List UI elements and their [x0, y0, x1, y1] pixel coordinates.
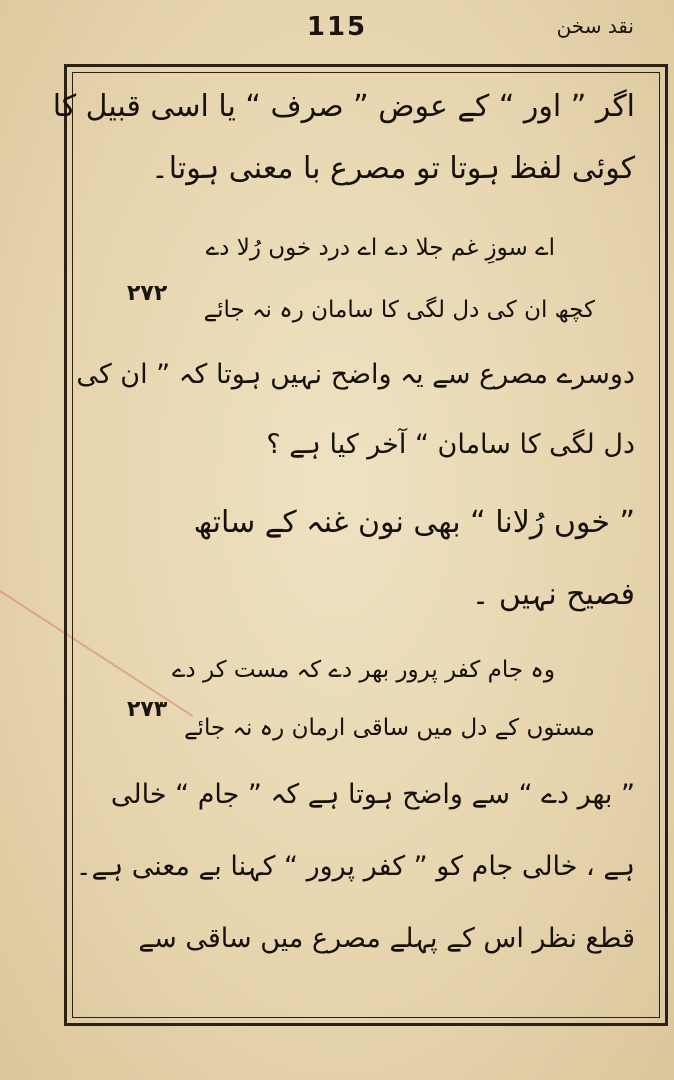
- para1-line1: اگر ” اور “ کے عوض ” صرف “ یا اسی قبیل کا: [52, 89, 635, 124]
- verse2-line1: وہ جام کفر پرور بھر دے کہ مست کر دے: [171, 657, 555, 683]
- para3-line1: ” خوں رُلانا “ بھی نون غنہ کے ساتھ: [193, 505, 635, 540]
- verse2-number: ۲۷۳: [127, 697, 168, 722]
- verse1-line1: اے سوزِ غم جلا دے اے درد خوں رُلا دے: [205, 235, 555, 261]
- page-number: 115: [306, 12, 368, 42]
- para1-line2: کوئی لفظ ہوتا تو مصرع با معنی ہوتا۔: [151, 151, 635, 186]
- para2-line1: دوسرے مصرع سے یہ واضح نہیں ہوتا کہ ” ان کی: [76, 359, 635, 390]
- verse1-line2: کچھ ان کی دل لگی کا سامان رہ نہ جائے: [203, 297, 595, 323]
- verse2-line2: مستوں کے دل میں ساقی ارمان رہ نہ جائے: [184, 715, 595, 741]
- para4-line3: قطع نظر اس کے پہلے مصرع میں ساقی سے: [138, 923, 635, 954]
- para2-line2: دل لگی کا سامان “ آخر کیا ہے ؟: [266, 429, 635, 460]
- page-border-frame: [52, 64, 668, 1026]
- running-header-title: نقد سخن: [556, 14, 634, 38]
- para4-line2: ہے ، خالی جام کو ” کفر پرور “ کہنا بے معنی ہے۔: [75, 851, 635, 882]
- verse1-number: ۲۷۲: [127, 281, 168, 306]
- para3-line2: فصیح نہیں ۔: [471, 577, 635, 612]
- para4-line1: ” بھر دے “ سے واضح ہوتا ہے کہ ” جام “ خالی: [110, 779, 635, 810]
